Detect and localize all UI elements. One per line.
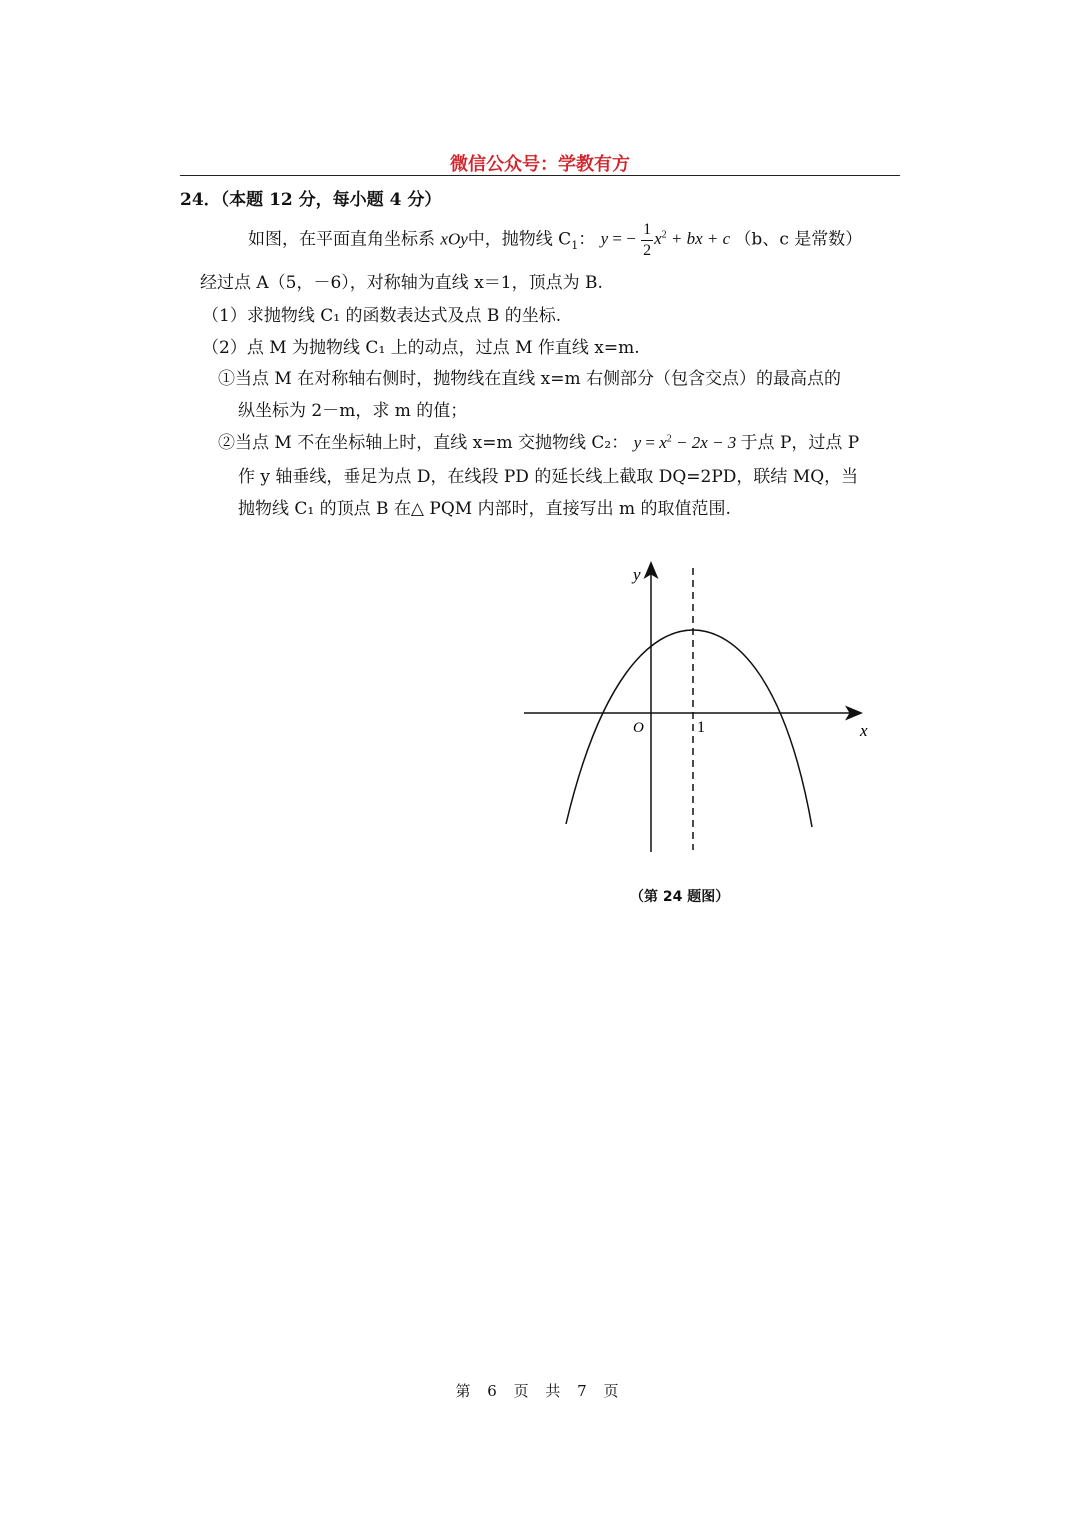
question-sub-2-line-3: 抛物线 C₁ 的顶点 B 在△ PQM 内部时，直接写出 m 的取值范围. bbox=[238, 499, 731, 519]
formula-c2-eq: = bbox=[641, 433, 660, 452]
formula-c1-fraction bbox=[641, 222, 653, 259]
page-footer: 第 6 页 共 7 页 bbox=[455, 1382, 625, 1400]
sub2-text-a: ②当点 M 不在坐标轴上时，直线 x=m 交抛物线 C₂： bbox=[218, 433, 629, 453]
question-part-1: （1）求抛物线 C₁ 的函数表达式及点 B 的坐标. bbox=[202, 306, 562, 326]
formula-c1-sup: 2 bbox=[661, 229, 667, 241]
intro-text-a: 如图，在平面直角坐标系 bbox=[248, 229, 435, 250]
x-axis-label: x bbox=[860, 721, 868, 740]
formula-c1 bbox=[600, 221, 735, 259]
intro-xoy: xOy bbox=[440, 229, 468, 249]
question-sub-1-line-2: 纵坐标为 2－m，求 m 的值； bbox=[238, 401, 468, 421]
question-sub-2-line-1 bbox=[218, 428, 859, 453]
tick-label-one: 1 bbox=[697, 719, 705, 736]
question-line-2: 经过点 A（5，－6），对称轴为直线 x＝1，顶点为 B. bbox=[200, 273, 603, 293]
sub2-text-b: 于点 P，过点 P bbox=[740, 433, 860, 453]
question-sub-2-line-2: 作 y 轴垂线，垂足为点 D，在线段 PD 的延长线上截取 DQ=2PD，联结 MQ，当 bbox=[238, 467, 859, 487]
question-sub-1-line-1: ①当点 M 在对称轴右侧时，抛物线在直线 x=m 右侧部分（包含交点）的最高点的 bbox=[218, 369, 841, 389]
y-axis-label: y bbox=[633, 565, 641, 584]
formula-c2-rest: − 2x − 3 bbox=[671, 433, 737, 452]
formula-c2-x: x bbox=[659, 433, 667, 452]
formula-c2 bbox=[634, 433, 741, 452]
formula-c1-x: x bbox=[654, 229, 662, 249]
fraction-numerator: 1 bbox=[641, 222, 653, 241]
formula-c2-y: y bbox=[633, 433, 642, 452]
fraction-denominator: 2 bbox=[643, 242, 652, 259]
header-watermark-title: 微信公众号：学教有方 bbox=[450, 154, 630, 175]
formula-c1-rest: + bx + c bbox=[666, 229, 731, 249]
header-rule bbox=[180, 175, 900, 176]
question-part-2: （2）点 M 为抛物线 C₁ 上的动点，过点 M 作直线 x=m. bbox=[202, 338, 640, 358]
figure-caption: （第 24 题图） bbox=[630, 889, 730, 905]
origin-label: O bbox=[633, 720, 644, 736]
formula-c1-y: y bbox=[600, 229, 609, 249]
parabola-c1-curve bbox=[566, 630, 812, 827]
parabola-figure bbox=[510, 550, 890, 870]
question-heading: 24．（本题 12 分，每小题 4 分） bbox=[180, 190, 442, 210]
intro-colon: ： bbox=[578, 229, 596, 250]
intro-paren: （b、c 是常数） bbox=[734, 229, 863, 250]
formula-c2-sup: 2 bbox=[666, 433, 672, 445]
intro-c1-sub: 1 bbox=[571, 238, 579, 252]
formula-c1-eq: = − bbox=[608, 229, 641, 249]
intro-text-b: 中，抛物线 C bbox=[467, 229, 572, 250]
question-intro-line bbox=[248, 222, 862, 259]
